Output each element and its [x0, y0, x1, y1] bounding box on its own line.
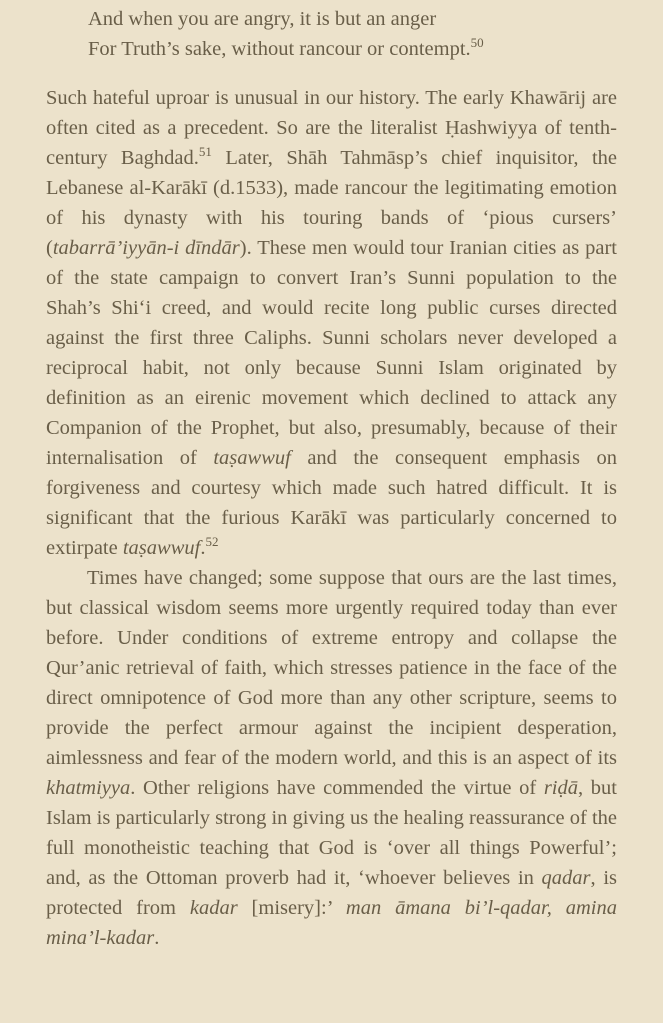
- text-run: , but Islam is particularly strong in giving us the healing reassurance of the full monotheistic teaching that God is ‘over all things Powerful’; and, as the Ottoman proverb had it, ‘whoever believes in: [46, 777, 617, 889]
- text-run: And when you are angry, it is but an anger: [88, 8, 437, 30]
- text-run: Times have changed; some suppose that ours are the last times, but classical wisdom seems more urgently required today than ever before. Under conditions of extreme entropy and collapse the Qur’anic retrieval of faith, which stresses patience in the face of the direct omnipotence of God more than any other scripture, seems to provide the perfect armour against the incipient desperation, aimlessness and fear of the modern world, and this is an aspect of its: [46, 567, 617, 769]
- italic-term: khatmiyya: [46, 777, 131, 799]
- verse-line: [88, 4, 617, 34]
- footnote-ref[interactable]: 51: [198, 144, 212, 160]
- text-run: For Truth’s sake, without rancour or contempt.: [88, 38, 471, 60]
- italic-term: qadar: [541, 867, 591, 889]
- footnote-ref[interactable]: 52: [205, 534, 219, 550]
- text-run: . Other religions have commended the virtue of: [130, 777, 544, 799]
- italic-term: riḍā: [543, 777, 579, 799]
- verse-line: [88, 34, 617, 64]
- italic-term: taṣawwuf: [213, 447, 291, 469]
- verse-block: [88, 4, 617, 64]
- text-run: [misery]:’: [237, 897, 346, 919]
- footnote-ref[interactable]: 50: [470, 35, 484, 51]
- text-run: Such hateful uproar is unusual in our history. The early Khawārij are often cited as a precedent. So are the literalist Ḥashwiyya of tenth-century Baghdad.: [46, 87, 617, 169]
- text-run: Later, Shāh Tahmāsp’s chief inquisitor, the Lebanese al-Karākī (d.1533), made rancour the legitimating emotion of his dynasty with his touring bands of ‘pious cursers’ (: [46, 147, 617, 259]
- text-run: .: [200, 537, 206, 559]
- italic-term: tabarrā’iyyān-i dīndār: [52, 237, 240, 259]
- paragraph: [46, 83, 617, 563]
- italic-term: kadar: [189, 897, 238, 919]
- italic-term: taṣawwuf: [122, 537, 201, 559]
- text-run: .: [154, 927, 160, 949]
- italic-term: man āmana bi’l-qadar, amina mina’l-kadar: [46, 897, 617, 949]
- paragraph: [46, 563, 617, 953]
- text-run: , is protected from: [46, 867, 617, 919]
- text-run: and the consequent emphasis on forgiveness and courtesy which made such hatred difficult. It is significant that the furious Karākī was particularly concerned to extirpate: [46, 447, 617, 559]
- text-run: ). These men would tour Iranian cities as part of the state campaign to convert Iran’s Sunni population to the Shah’s Shi‘i creed, and would recite long public curses directed against the first three Caliphs. Sunni scholars never developed a reciprocal habit, not only because Sunni Islam originated by definition as an eirenic movement which declined to attack any Companion of the Prophet, but also, presumably, because of their internalisation of: [46, 237, 617, 469]
